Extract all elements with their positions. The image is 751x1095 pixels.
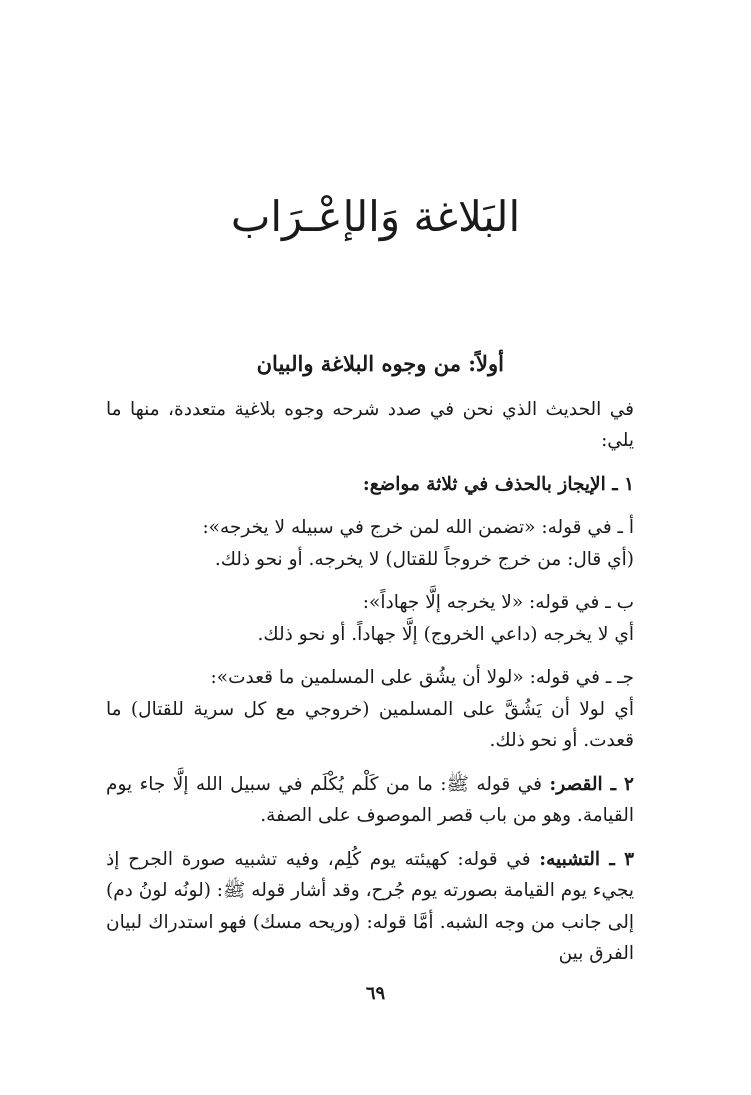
item3-label: ٣ ـ التشبيه: [539,848,634,870]
item2-paragraph [106,769,634,832]
item1-c-explanation: أي لولا أن يَشُقَّ على المسلمين (خروجي مع كل سرية للقتال) ما قعدت. أو نحو ذلك. [106,698,634,751]
page-body [106,348,634,970]
page-title: البَلاغة وَالإعْـرَاب [230,192,521,241]
page-number: ٦٩ [365,983,386,1004]
item2-text: في قوله ﷺ: ما من كَلْم يُكْلَم في سبيل الله إلَّا جاء يوم القيامة. وهو من باب قصر الموصوف على الصفة. [106,773,634,826]
item1-b-explanation: أي لا يخرجه (داعي الخروج) إلَّا جهاداً. أو نحو ذلك. [257,623,634,645]
item1-a-explanation: (أي قال: من خرج خروجاً للقتال) لا يخرجه. أو نحو ذلك. [214,548,634,570]
item1-b-quote: ب ـ في قوله: «لا يخرجه إلَّا جهاداً»: [362,592,634,613]
item1-c-quote: جـ ـ في قوله: «لولا أن يشُق على المسلمين ما قعدت»: [210,667,634,688]
item3-text: في قوله: كهيئته يوم كُلِم، وفيه تشبيه صورة الجرح إذ يجيء يوم القيامة بصورته يوم جُرح، وقد أشار قوله ﷺ: (لونُه لونُ دم) إلى جانب من وجه الشبه. أمَّا قوله: (وريحه مسك) فهو استدراك لبيان الفرق بين [106,848,634,964]
item1-heading: ١ ـ الإيجاز بالحذف في ثلاثة مواضع: [362,473,634,495]
intro-paragraph: في الحديث الذي نحن في صدد شرحه وجوه بلاغية متعددة، منها ما يلي: [106,398,634,451]
item2-label: ٢ ـ القصر: [549,773,634,795]
item1-a-quote: أ ـ في قوله: «تضمن الله لمن خرج في سبيله لا يخرجه»: [202,517,634,538]
item3-paragraph [106,844,634,970]
section-heading: أولاً: من وجوه البلاغة والبيان [256,351,504,376]
